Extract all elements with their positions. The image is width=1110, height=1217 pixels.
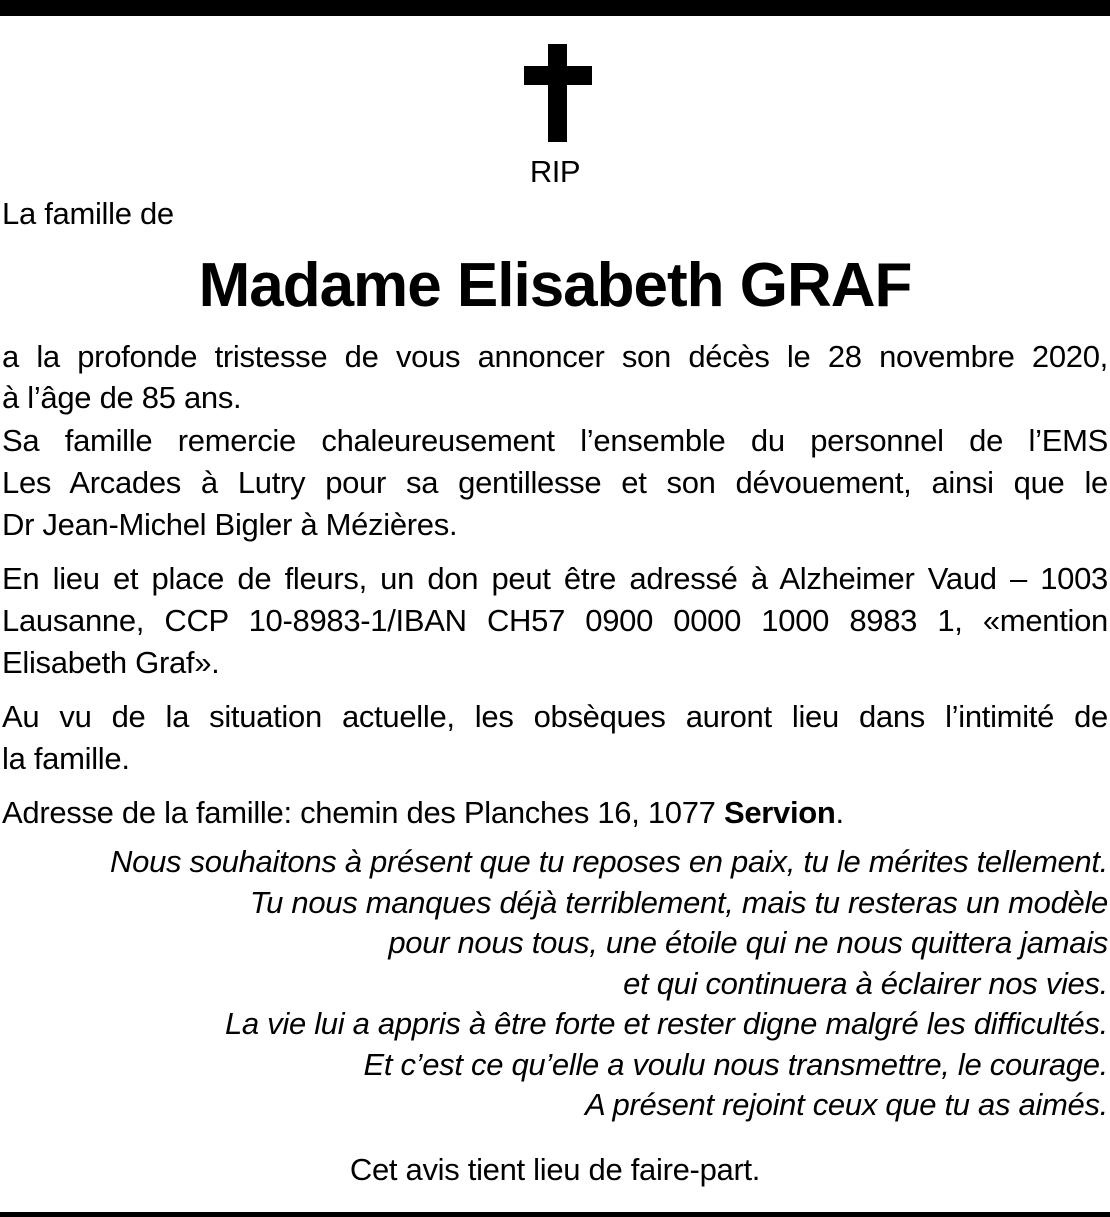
poem-line: A présent rejoint ceux que tu as aimés. — [584, 1087, 1108, 1122]
thanks-line-1: Sa famille remercie chaleureusement l’ensemble du personnel de l’EMS — [2, 423, 1108, 458]
poem-line: pour nous tous, une étoile qui ne nous quittera jamais — [388, 925, 1108, 960]
deceased-name: Madame Elisabeth GRAF — [198, 251, 912, 320]
poem-line: Nous souhaitons à présent que tu reposes en paix, tu le mérites tellement. — [110, 844, 1108, 879]
address-town: Servion — [723, 795, 836, 830]
poem-line: La vie lui a appris à être forte et rester digne malgré les difficultés. — [224, 1006, 1108, 1041]
funeral-line-2: la famille. — [2, 741, 130, 776]
announcement-line-1: a la profonde tristesse de vous annoncer son décès le 28 novembre 2020, — [2, 339, 1108, 374]
donation-line-2: Lausanne, CCP 10-8983-1/IBAN CH57 0900 0000 1000 8983 1, «mention — [2, 603, 1108, 638]
top-border-rule — [0, 0, 1110, 16]
intro-text: La famille de — [2, 196, 174, 231]
announcement-line-2: à l’âge de 85 ans. — [2, 380, 242, 415]
poem-line: et qui continuera à éclairer nos vies. — [623, 965, 1108, 1001]
donation-line-3: Elisabeth Graf». — [2, 645, 220, 680]
thanks-line-2: Les Arcades à Lutry pour sa gentillesse et son dévouement, ainsi que le — [2, 465, 1108, 500]
cross-icon — [524, 44, 592, 142]
thanks-line-3: Dr Jean-Michel Bigler à Mézières. — [2, 507, 458, 542]
rip-label: RIP — [529, 154, 581, 189]
funeral-line-1: Au vu de la situation actuelle, les obsèques auront lieu dans l’intimité de — [2, 699, 1108, 734]
donation-line-1: En lieu et place de fleurs, un don peut être adressé à Alzheimer Vaud – 1003 — [2, 561, 1108, 596]
bottom-border-rule — [0, 1212, 1110, 1217]
poem-block — [110, 842, 1108, 1126]
address-prefix: Adresse de la famille: chemin des Planches 16, 1077 — [2, 795, 724, 830]
address-suffix: . — [835, 795, 844, 830]
poem-line: Tu nous manques déjà terriblement, mais tu resteras un modèle — [249, 884, 1108, 920]
closing-note: Cet avis tient lieu de faire-part. — [349, 1152, 761, 1187]
family-address — [2, 793, 844, 833]
poem-line: Et c’est ce qu’elle a voulu nous transmettre, le courage. — [363, 1046, 1108, 1082]
